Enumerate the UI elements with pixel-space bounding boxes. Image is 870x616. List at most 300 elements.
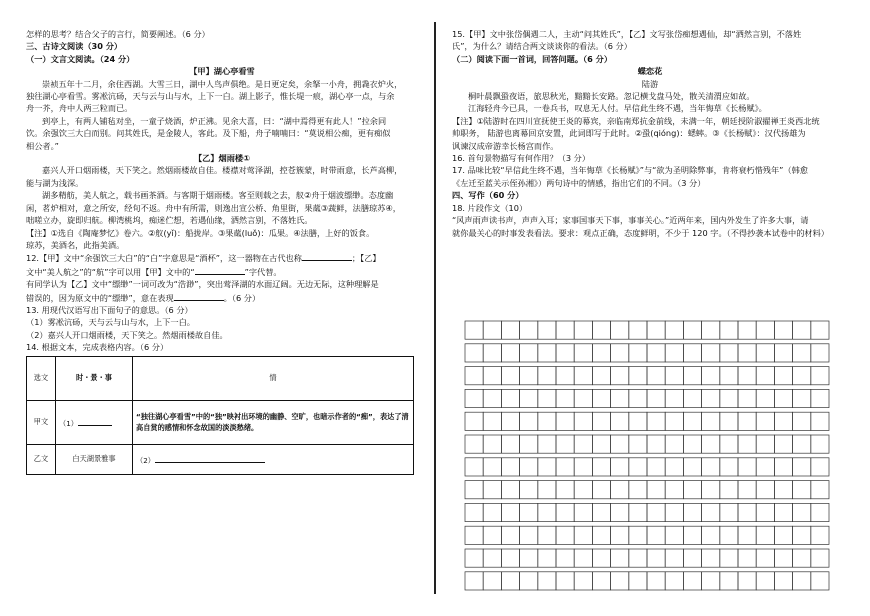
- grid-cell[interactable]: [538, 412, 556, 430]
- grid-cell[interactable]: [538, 435, 556, 453]
- grid-cell[interactable]: [811, 481, 829, 499]
- grid-cell[interactable]: [538, 549, 556, 567]
- grid-cell[interactable]: [592, 503, 610, 521]
- grid-cell[interactable]: [756, 412, 774, 430]
- grid-cell[interactable]: [501, 503, 519, 521]
- grid-cell[interactable]: [793, 412, 811, 430]
- grid-cell[interactable]: [538, 526, 556, 544]
- grid-cell[interactable]: [611, 412, 629, 430]
- table-row-jia-emotion: “独往湖心亭看雪”中的“独”映衬出环境的幽静、空旷，也暗示作者的“痴”，表达了清高自赏的感情和怀念故国的淡淡愁绪。: [133, 400, 414, 444]
- grid-cell[interactable]: [683, 435, 701, 453]
- grid-cell[interactable]: [574, 549, 592, 567]
- grid-cell[interactable]: [556, 526, 574, 544]
- grid-cell[interactable]: [574, 526, 592, 544]
- grid-cell[interactable]: [556, 344, 574, 362]
- grid-cell[interactable]: [538, 572, 556, 590]
- grid-cell[interactable]: [738, 503, 756, 521]
- grid-cell[interactable]: [483, 344, 501, 362]
- q12-line4: [26, 291, 418, 304]
- q12-text-f: 。（6 分）: [223, 292, 261, 303]
- grid-cell[interactable]: [811, 458, 829, 476]
- grid-cell[interactable]: [592, 412, 610, 430]
- grid-cell[interactable]: [756, 389, 774, 407]
- grid-cell[interactable]: [501, 367, 519, 385]
- grid-cell[interactable]: [702, 344, 720, 362]
- grid-cell[interactable]: [647, 389, 665, 407]
- grid-cell[interactable]: [465, 458, 483, 476]
- grid-cell[interactable]: [574, 321, 592, 339]
- grid-cell[interactable]: [574, 367, 592, 385]
- grid-cell[interactable]: [629, 572, 647, 590]
- q12-line2: [26, 265, 418, 278]
- grid-cell[interactable]: [647, 321, 665, 339]
- grid-cell[interactable]: [483, 321, 501, 339]
- grid-cell[interactable]: [465, 572, 483, 590]
- grid-cell[interactable]: [592, 481, 610, 499]
- grid-cell[interactable]: [720, 503, 738, 521]
- grid-cell[interactable]: [592, 321, 610, 339]
- grid-cell[interactable]: [738, 367, 756, 385]
- grid-cell[interactable]: [738, 389, 756, 407]
- grid-cell[interactable]: [574, 572, 592, 590]
- grid-cell[interactable]: [501, 549, 519, 567]
- writing-grid[interactable]: [464, 320, 844, 600]
- grid-cell[interactable]: [811, 412, 829, 430]
- grid-cell[interactable]: [629, 412, 647, 430]
- grid-cell[interactable]: [647, 481, 665, 499]
- passage-jia-p1-l2: 独往湖心亭看雪。雾凇沆砀，天与云与山与水，上下一白。湖上影子，惟长堤一痕，湖心亭一点，与余: [26, 91, 395, 102]
- grid-cell[interactable]: [702, 549, 720, 567]
- grid-cell[interactable]: [592, 389, 610, 407]
- grid-cell[interactable]: [520, 572, 538, 590]
- grid-cell[interactable]: [702, 435, 720, 453]
- grid-cell[interactable]: [756, 572, 774, 590]
- grid-cell[interactable]: [556, 321, 574, 339]
- grid-cell[interactable]: [793, 321, 811, 339]
- table-blank-1-label: （1）: [59, 418, 78, 428]
- grid-cell[interactable]: [774, 321, 792, 339]
- q12-blank-3[interactable]: [174, 291, 224, 301]
- grid-cell[interactable]: [720, 344, 738, 362]
- grid-cell[interactable]: [520, 481, 538, 499]
- grid-cell[interactable]: [538, 321, 556, 339]
- grid-cell[interactable]: [483, 389, 501, 407]
- grid-cell[interactable]: [702, 458, 720, 476]
- grid-cell[interactable]: [520, 367, 538, 385]
- grid-cell[interactable]: [538, 458, 556, 476]
- grid-cell[interactable]: [793, 572, 811, 590]
- q12-blank-1[interactable]: [302, 251, 352, 261]
- grid-cell[interactable]: [556, 389, 574, 407]
- grid-cell[interactable]: [774, 481, 792, 499]
- q12-text-b: ；【乙】: [351, 253, 381, 264]
- grid-cell[interactable]: [720, 412, 738, 430]
- grid-cell[interactable]: [501, 526, 519, 544]
- grid-cell[interactable]: [793, 526, 811, 544]
- subsection-2-heading: （二）阅读下面一首词，回答问题。（6 分）: [452, 53, 613, 64]
- grid-cell[interactable]: [683, 458, 701, 476]
- grid-cell[interactable]: [629, 526, 647, 544]
- grid-cell[interactable]: [720, 549, 738, 567]
- grid-cell[interactable]: [647, 367, 665, 385]
- passage-yi-p1-l1: 嘉兴人开口烟雨楼，天下笑之。然烟雨楼故自佳。楼襟对莺泽湖，控苍簇蒙，时带雨意，长芦高柳，: [42, 165, 403, 176]
- grid-cell[interactable]: [556, 572, 574, 590]
- poem-line-1: 桐叶晨飘蛩夜语，旅思秋光，黯黯长安路。忽记横戈盘马处，散关清渭应如故。: [468, 91, 755, 102]
- grid-cell[interactable]: [683, 412, 701, 430]
- grid-cell[interactable]: [483, 503, 501, 521]
- grid-cell[interactable]: [738, 572, 756, 590]
- grid-cell[interactable]: [738, 549, 756, 567]
- grid-cell[interactable]: [465, 526, 483, 544]
- grid-cell[interactable]: [574, 344, 592, 362]
- grid-cell[interactable]: [574, 503, 592, 521]
- grid-cell[interactable]: [501, 412, 519, 430]
- grid-cell[interactable]: [538, 367, 556, 385]
- grid-cell[interactable]: [611, 389, 629, 407]
- grid-cell[interactable]: [574, 458, 592, 476]
- grid-cell[interactable]: [774, 367, 792, 385]
- grid-cell[interactable]: [756, 526, 774, 544]
- grid-cell[interactable]: [629, 321, 647, 339]
- grid-cell[interactable]: [611, 435, 629, 453]
- grid-cell[interactable]: [520, 321, 538, 339]
- grid-cell[interactable]: [702, 321, 720, 339]
- grid-cell[interactable]: [774, 412, 792, 430]
- grid-cell[interactable]: [774, 435, 792, 453]
- grid-cell[interactable]: [811, 503, 829, 521]
- q12-blank-2[interactable]: [195, 265, 245, 275]
- grid-cell[interactable]: [683, 367, 701, 385]
- grid-cell[interactable]: [465, 367, 483, 385]
- grid-cell[interactable]: [556, 435, 574, 453]
- q14-table: [26, 356, 414, 475]
- grid-cell[interactable]: [574, 389, 592, 407]
- grid-cell[interactable]: [774, 389, 792, 407]
- grid-cell[interactable]: [793, 435, 811, 453]
- table-header-emotion: 情: [133, 356, 414, 400]
- right-column: [452, 28, 848, 239]
- grid-cell[interactable]: [793, 503, 811, 521]
- table-row-yi-emotion: [133, 444, 414, 474]
- passage-yi-p2-l2: 闲，茗炉相对，意之所安，经旬不返。舟中有所需，则逸出宣公桥、角里街，果蓏③蔬鲜，法膳琼苏④，: [26, 202, 401, 213]
- q18-heading: 18. 片段作文（10）: [452, 202, 528, 213]
- grid-cell[interactable]: [556, 412, 574, 430]
- grid-cell[interactable]: [611, 549, 629, 567]
- grid-cell[interactable]: [538, 389, 556, 407]
- grid-cell[interactable]: [611, 481, 629, 499]
- q15-line2: 氏”，为什么？请结合两文谈谈你的看法。（6 分）: [452, 41, 632, 52]
- grid-cell[interactable]: [811, 572, 829, 590]
- grid-cell[interactable]: [556, 458, 574, 476]
- q16: 16. 首句景物描写有何作用？（3 分）: [452, 153, 591, 164]
- q13-item-1: （1）雾凇沆砀，天与云与山与水，上下一白。: [26, 317, 195, 328]
- grid-cell[interactable]: [738, 435, 756, 453]
- grid-cell[interactable]: [683, 549, 701, 567]
- grid-cell[interactable]: [501, 344, 519, 362]
- grid-cell[interactable]: [592, 367, 610, 385]
- poem-note-l1: 【注】①陆游时在四川宣抚使王炎的幕宾，亲临南郑抗金前线，未满一年，朝廷授阶淑擢禅王炎西北统: [452, 115, 820, 126]
- grid-cell[interactable]: [629, 389, 647, 407]
- grid-cell[interactable]: [520, 389, 538, 407]
- table-blank-2[interactable]: [155, 453, 265, 463]
- grid-cell[interactable]: [501, 481, 519, 499]
- grid-cell[interactable]: [665, 549, 683, 567]
- grid-cell[interactable]: [647, 435, 665, 453]
- writing-grid-svg[interactable]: [464, 320, 844, 600]
- column-divider: [434, 22, 436, 594]
- grid-cell[interactable]: [811, 435, 829, 453]
- q12-line1: [26, 251, 418, 264]
- grid-cell[interactable]: [738, 412, 756, 430]
- grid-cell[interactable]: [483, 549, 501, 567]
- grid-cell[interactable]: [756, 458, 774, 476]
- grid-cell[interactable]: [520, 549, 538, 567]
- grid-cell[interactable]: [756, 481, 774, 499]
- grid-cell[interactable]: [501, 572, 519, 590]
- poem-title: 蝶恋花: [637, 66, 663, 77]
- grid-cell[interactable]: [538, 481, 556, 499]
- passage-yi-p2-l1: 湖多精舫，美人航之，载书画茶酒。与客期于烟雨楼。客至则载之去，舣②舟于烟波缥缈。态度幽: [42, 190, 394, 201]
- grid-cell[interactable]: [592, 572, 610, 590]
- q14-heading: 14. 根据文本，完成表格内容。（6 分）: [26, 342, 169, 353]
- grid-cell[interactable]: [483, 367, 501, 385]
- grid-cell[interactable]: [665, 321, 683, 339]
- grid-cell[interactable]: [793, 481, 811, 499]
- grid-cell[interactable]: [702, 526, 720, 544]
- grid-cell[interactable]: [702, 412, 720, 430]
- grid-cell[interactable]: [665, 458, 683, 476]
- q12-text-d: ”字代替。: [244, 266, 282, 277]
- grid-cell[interactable]: [611, 572, 629, 590]
- passage-yi-title: 【乙】烟雨楼①: [193, 153, 251, 164]
- grid-cell[interactable]: [483, 481, 501, 499]
- passage-jia-p2-l2: 饮。余强饮三大白而别。问其姓氏，是金陵人，客此。及下船，舟子喃喃曰：“莫说相公痴，更有痴似: [26, 128, 391, 139]
- grid-cell[interactable]: [720, 321, 738, 339]
- grid-cell[interactable]: [611, 503, 629, 521]
- table-blank-1[interactable]: [78, 416, 112, 426]
- grid-cell[interactable]: [665, 435, 683, 453]
- grid-cell[interactable]: [629, 503, 647, 521]
- grid-cell[interactable]: [465, 321, 483, 339]
- grid-cell[interactable]: [665, 412, 683, 430]
- grid-cell[interactable]: [538, 344, 556, 362]
- grid-cell[interactable]: [738, 321, 756, 339]
- grid-cell[interactable]: [702, 481, 720, 499]
- grid-cell[interactable]: [756, 435, 774, 453]
- grid-cell[interactable]: [647, 503, 665, 521]
- grid-cell[interactable]: [574, 412, 592, 430]
- grid-cell[interactable]: [465, 412, 483, 430]
- grid-cell[interactable]: [811, 526, 829, 544]
- grid-cell[interactable]: [738, 344, 756, 362]
- table-blank-2-label: （2）: [136, 455, 155, 465]
- grid-cell[interactable]: [793, 458, 811, 476]
- grid-cell[interactable]: [665, 389, 683, 407]
- table-header-passage: 选文: [27, 356, 56, 400]
- grid-cell[interactable]: [683, 344, 701, 362]
- grid-cell[interactable]: [629, 481, 647, 499]
- grid-cell[interactable]: [501, 389, 519, 407]
- q17-line1: 17. 品味比较“早信此生终不遇，当年悔草《长杨赋》”与“欲为圣明除弊事，肯将衰朽惜残年”（韩愈: [452, 165, 808, 176]
- grid-cell[interactable]: [501, 321, 519, 339]
- passage-yi-p1-l2: 能与湖为浅深。: [26, 177, 84, 188]
- q12-text-a: 12.【甲】文中“余强饮三大白”的“白”字意思是“酒杯”，这一器物在古代也称: [26, 253, 302, 264]
- grid-cell[interactable]: [793, 344, 811, 362]
- grid-cell[interactable]: [702, 503, 720, 521]
- grid-cell[interactable]: [592, 435, 610, 453]
- grid-cell[interactable]: [483, 458, 501, 476]
- grid-cell[interactable]: [483, 412, 501, 430]
- grid-cell[interactable]: [811, 321, 829, 339]
- grid-cell[interactable]: [665, 572, 683, 590]
- grid-cell[interactable]: [611, 458, 629, 476]
- grid-cell[interactable]: [720, 435, 738, 453]
- grid-cell[interactable]: [793, 367, 811, 385]
- grid-cell[interactable]: [738, 481, 756, 499]
- grid-cell[interactable]: [702, 389, 720, 407]
- grid-cell[interactable]: [629, 458, 647, 476]
- grid-cell[interactable]: [520, 435, 538, 453]
- grid-cell[interactable]: [483, 526, 501, 544]
- q12-line3: 有同学认为【乙】文中“缥缈”一词可改为“浩渺”，突出莺泽湖的水面辽阔。无边无际，这种理解是: [26, 279, 379, 290]
- q13-item-2: （2）嘉兴人开口烟雨楼，天下笑之。然烟雨楼故自佳。: [26, 329, 228, 340]
- grid-cell[interactable]: [520, 503, 538, 521]
- grid-cell[interactable]: [702, 572, 720, 590]
- passage-yi-p2-l3: 咄嗟立办，旋即归航。柳湾桃坞，痴迷伫想，若遇仙缘，洒然言别，不落姓氏。: [26, 215, 313, 226]
- grid-cell[interactable]: [811, 367, 829, 385]
- grid-cell[interactable]: [720, 389, 738, 407]
- grid-cell[interactable]: [629, 367, 647, 385]
- table-row-jia-label: 甲文: [27, 400, 56, 444]
- grid-cell[interactable]: [592, 458, 610, 476]
- grid-cell[interactable]: [647, 549, 665, 567]
- q11-tail: 怎样的思考？结合父子的言行，简要阐述。（6 分）: [26, 29, 210, 39]
- grid-cell[interactable]: [556, 367, 574, 385]
- grid-cell[interactable]: [520, 344, 538, 362]
- grid-cell[interactable]: [465, 389, 483, 407]
- q12-text-e: 错误的，因为原文中的“缥缈”，意在表现: [26, 292, 174, 303]
- left-column: [26, 28, 418, 475]
- grid-cell[interactable]: [683, 389, 701, 407]
- grid-cell[interactable]: [811, 389, 829, 407]
- grid-cell[interactable]: [629, 435, 647, 453]
- grid-cell[interactable]: [756, 503, 774, 521]
- grid-cell[interactable]: [811, 344, 829, 362]
- q18-prompt-l2: 就你最关心的时事发表看法。要求：观点正确，态度鲜明，不少于 120 字。（不得抄袭本试卷中的材料）: [452, 227, 829, 238]
- grid-cell[interactable]: [611, 321, 629, 339]
- grid-cell[interactable]: [683, 321, 701, 339]
- passage-jia-p1-l1: 崇祯五年十二月，余住西湖。大雪三日，湖中人鸟声俱绝。是日更定矣，余拏一小舟，拥毳衣炉火，: [42, 78, 403, 89]
- passage-jia-p2-l3: 相公者。”: [26, 140, 59, 151]
- q12-text-c: 文中“美人航之”的“航”字可以用【甲】文中的“: [26, 266, 195, 277]
- grid-cell[interactable]: [756, 367, 774, 385]
- grid-cell[interactable]: [520, 526, 538, 544]
- grid-cell[interactable]: [592, 549, 610, 567]
- notes-l2: 琼苏，美酒名，此指美酒。: [26, 239, 125, 250]
- grid-cell[interactable]: [720, 458, 738, 476]
- grid-cell[interactable]: [465, 503, 483, 521]
- grid-cell[interactable]: [592, 344, 610, 362]
- grid-cell[interactable]: [629, 549, 647, 567]
- grid-cell[interactable]: [683, 503, 701, 521]
- grid-cell[interactable]: [501, 458, 519, 476]
- grid-cell[interactable]: [574, 481, 592, 499]
- grid-cell[interactable]: [611, 526, 629, 544]
- subsection-1-heading: （一）文言文阅读。（24 分）: [26, 53, 135, 64]
- q15-line1: 15.【甲】文中张岱偶遇二人，主动“问其姓氏”，【乙】文写张岱痴想遇仙，却“洒然言别，不落姓: [452, 29, 802, 39]
- grid-cell[interactable]: [738, 458, 756, 476]
- grid-cell[interactable]: [465, 435, 483, 453]
- grid-cell[interactable]: [702, 367, 720, 385]
- grid-cell[interactable]: [683, 481, 701, 499]
- grid-cell[interactable]: [756, 344, 774, 362]
- grid-cell[interactable]: [520, 412, 538, 430]
- grid-cell[interactable]: [774, 344, 792, 362]
- grid-cell[interactable]: [720, 481, 738, 499]
- grid-cell[interactable]: [774, 503, 792, 521]
- grid-cell[interactable]: [665, 481, 683, 499]
- grid-cell[interactable]: [465, 549, 483, 567]
- grid-cell[interactable]: [793, 389, 811, 407]
- grid-cell[interactable]: [556, 549, 574, 567]
- grid-cell[interactable]: [774, 458, 792, 476]
- grid-cell[interactable]: [483, 435, 501, 453]
- grid-cell[interactable]: [647, 526, 665, 544]
- grid-cell[interactable]: [465, 344, 483, 362]
- grid-cell[interactable]: [811, 549, 829, 567]
- grid-cell[interactable]: [647, 412, 665, 430]
- grid-cell[interactable]: [665, 503, 683, 521]
- grid-cell[interactable]: [520, 458, 538, 476]
- grid-cell[interactable]: [647, 572, 665, 590]
- grid-cell[interactable]: [647, 458, 665, 476]
- grid-cell[interactable]: [611, 367, 629, 385]
- grid-cell[interactable]: [483, 572, 501, 590]
- grid-cell[interactable]: [774, 572, 792, 590]
- table-row-jia-scene: [56, 400, 133, 444]
- grid-cell[interactable]: [720, 526, 738, 544]
- section-4-heading: 四、写作（60 分）: [452, 190, 524, 201]
- grid-cell[interactable]: [592, 526, 610, 544]
- poem-note-l3: 讽谏汉成帝游幸长杨宫而作。: [452, 140, 559, 151]
- grid-cell[interactable]: [738, 526, 756, 544]
- grid-cell[interactable]: [774, 526, 792, 544]
- grid-cell[interactable]: [665, 344, 683, 362]
- grid-cell[interactable]: [556, 481, 574, 499]
- grid-cell[interactable]: [465, 481, 483, 499]
- grid-cell[interactable]: [793, 549, 811, 567]
- grid-cell[interactable]: [683, 526, 701, 544]
- grid-cell[interactable]: [774, 549, 792, 567]
- grid-cell[interactable]: [647, 344, 665, 362]
- q17-line2: 《左迁至蓝关示侄孙湘》）两句诗中的情感，指出它们的不同。（3 分）: [452, 177, 706, 188]
- grid-cell[interactable]: [665, 367, 683, 385]
- grid-cell[interactable]: [629, 344, 647, 362]
- grid-cell[interactable]: [501, 435, 519, 453]
- grid-cell[interactable]: [720, 367, 738, 385]
- grid-cell[interactable]: [683, 572, 701, 590]
- grid-cell[interactable]: [665, 526, 683, 544]
- poem-note-l2: 帅职务， 陆游也离幕回京安置，此词即写于此时。②蛩(qióng)：蟋蟀。③《长杨赋》：汉代扬雄为: [452, 128, 806, 139]
- grid-cell[interactable]: [574, 435, 592, 453]
- grid-cell[interactable]: [611, 344, 629, 362]
- grid-cell[interactable]: [756, 549, 774, 567]
- grid-cell[interactable]: [556, 503, 574, 521]
- grid-cell[interactable]: [720, 572, 738, 590]
- grid-cell[interactable]: [538, 503, 556, 521]
- grid-cell[interactable]: [756, 321, 774, 339]
- passage-jia-p2-l1: 到亭上，有两人铺毡对坐，一童子烧酒，炉正沸。见余大喜，曰：“湖中焉得更有此人！”拉余同: [42, 115, 387, 126]
